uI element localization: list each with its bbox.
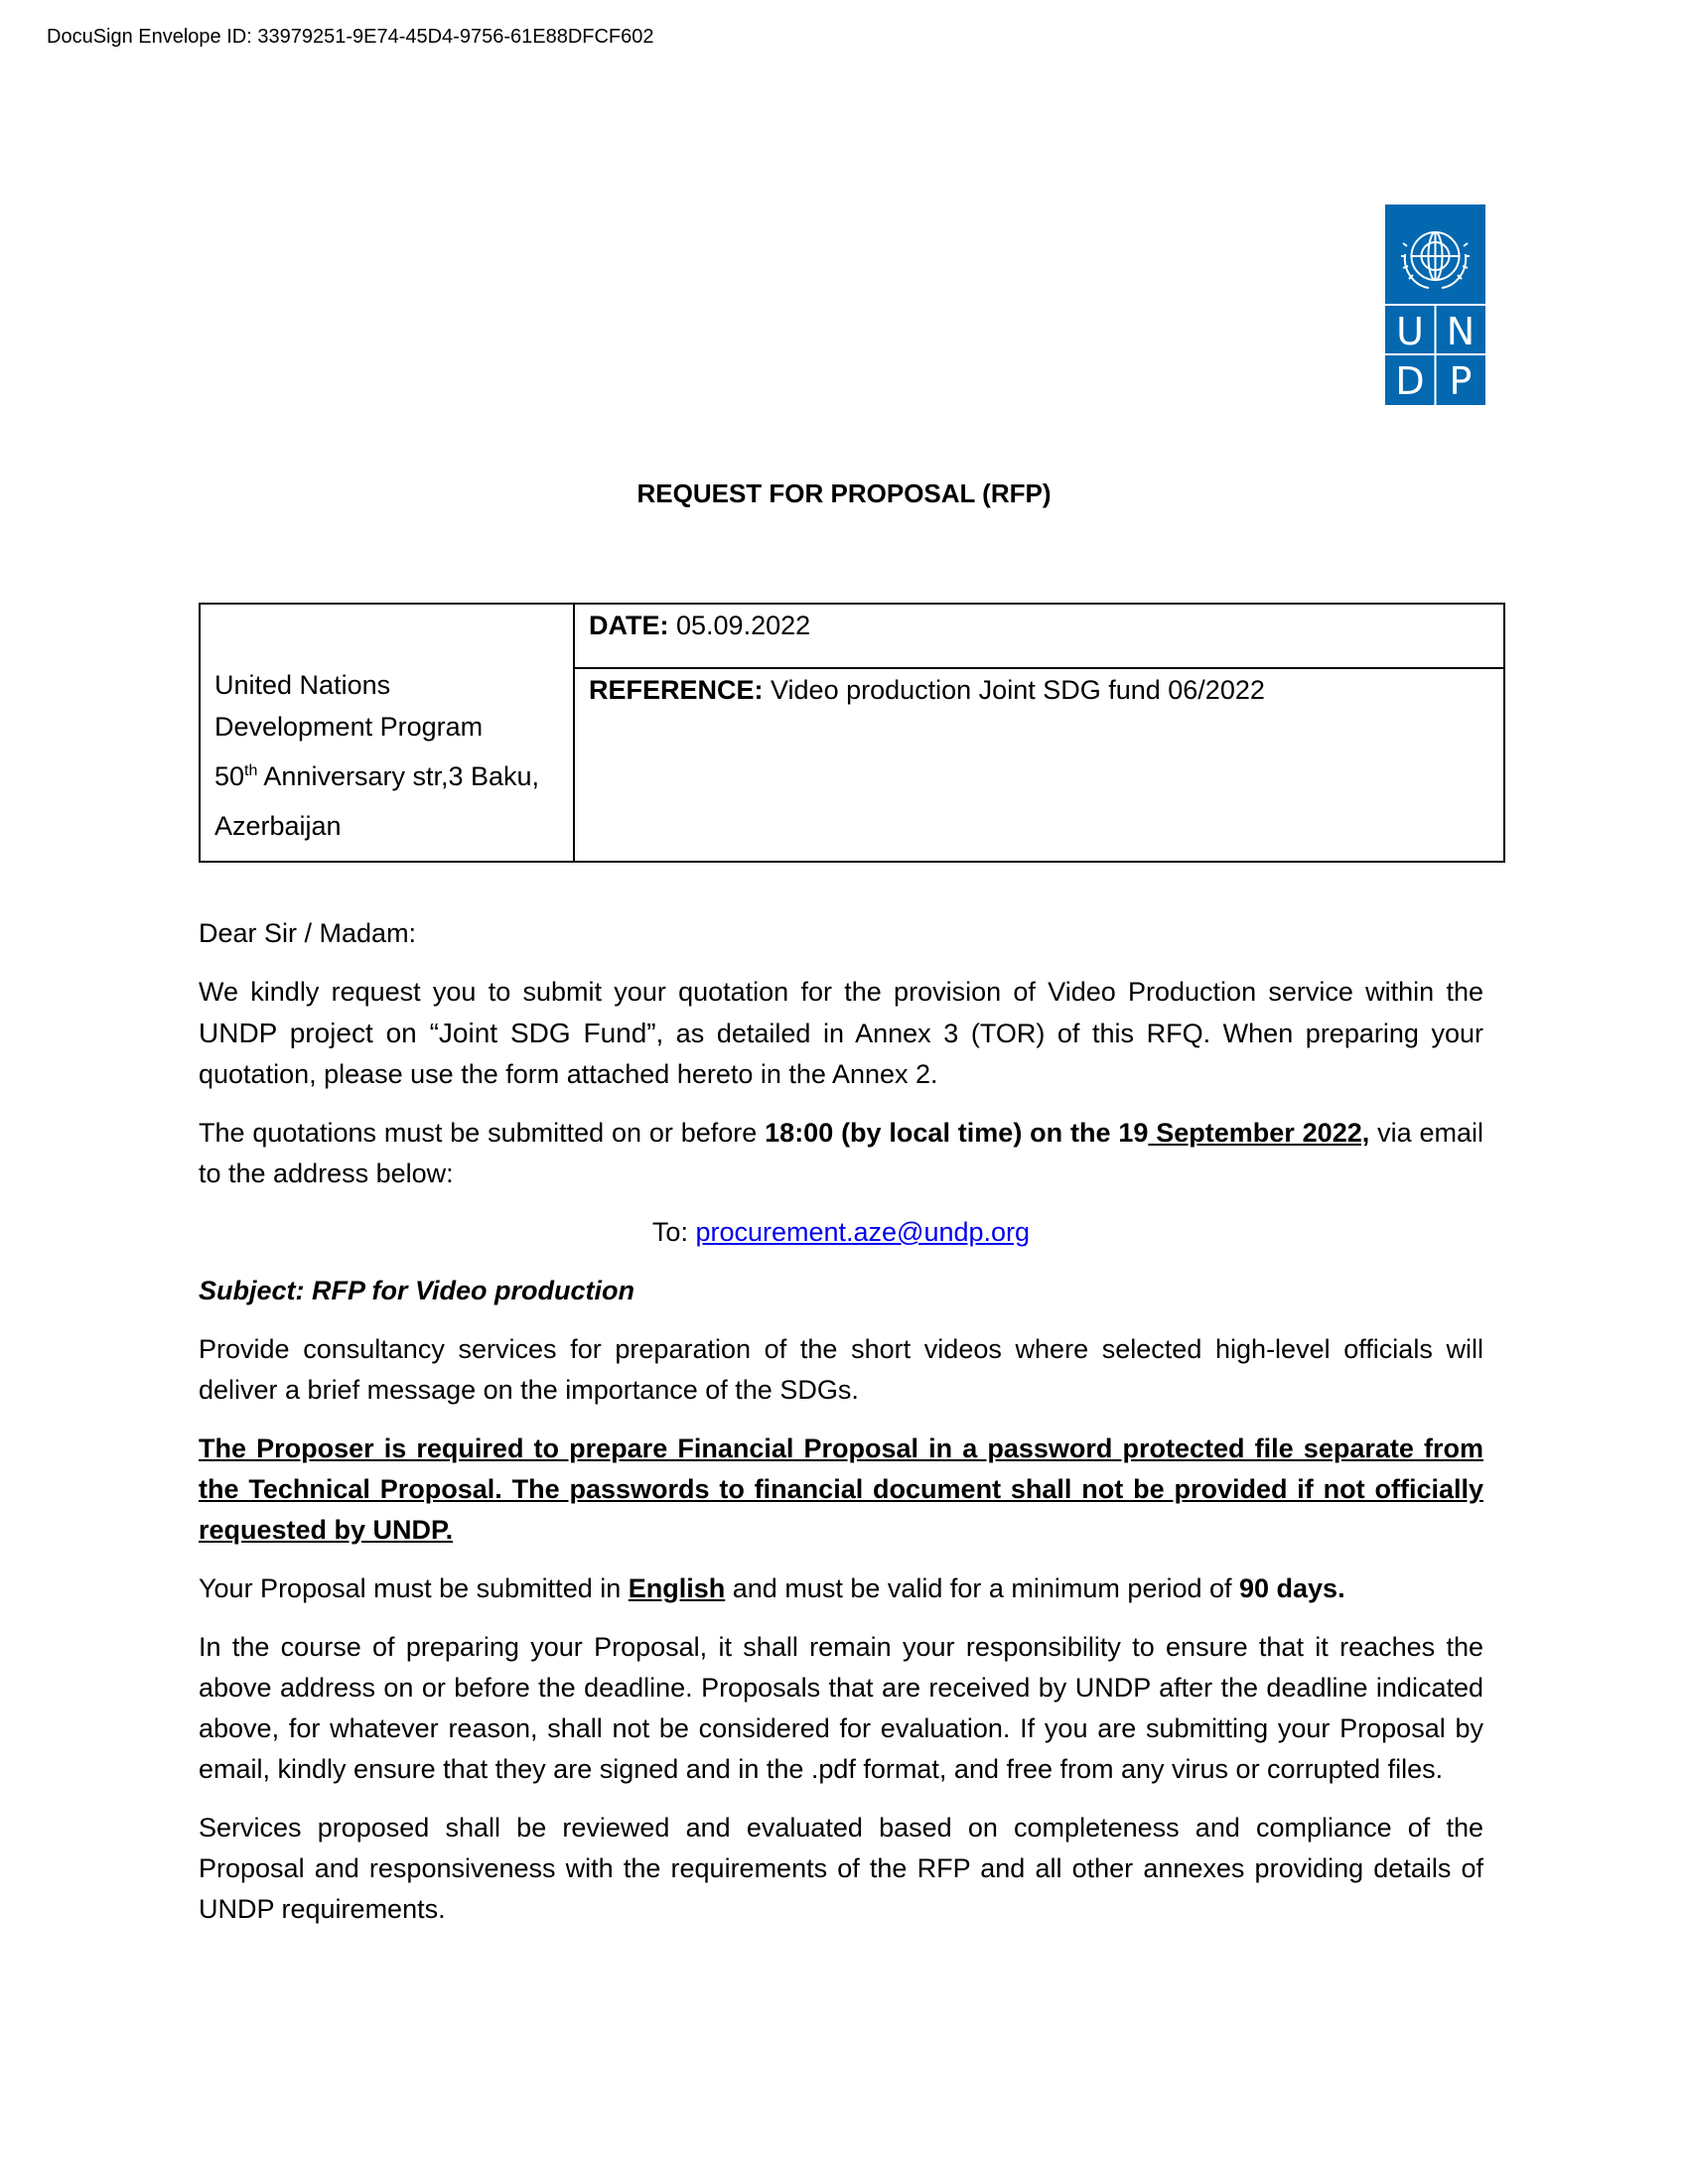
subject-line: Subject: RFP for Video production — [199, 1276, 634, 1305]
address-street: 50th Anniversary str,3 Baku, — [214, 761, 540, 791]
logo-letter-d: D — [1395, 359, 1425, 403]
reference-value: Video production Joint SDG fund 06/2022 — [763, 675, 1265, 705]
un-emblem-icon — [1385, 205, 1485, 405]
paragraph-responsibility: In the course of preparing your Proposal, it shall remain your responsibility to ensure that it reaches the above address on or before the deadline. Proposals that are received by UNDP after the deadline indicated above, for whatever reason, shall not be considered for evaluation. If you are submitting your Proposal by email, kindly ensure that they are signed and in the .pdf format, and free from any virus or corrupted files. — [199, 1632, 1483, 1784]
letter-body — [199, 913, 1483, 1948]
date-cell — [574, 604, 1504, 668]
salutation: Dear Sir / Madam: — [199, 918, 417, 948]
date-value: 05.09.2022 — [668, 611, 811, 640]
address-cell — [200, 604, 574, 862]
reference-cell — [574, 668, 1504, 862]
page-title: REQUEST FOR PROPOSAL (RFP) — [636, 478, 1052, 508]
paragraph-password-requirement: The Proposer is required to prepare Financial Proposal in a password protected file separate from the Technical Proposal. The passwords to financial document shall not be provided if not officially requested by UNDP. — [199, 1433, 1483, 1545]
org-line1: United Nations — [214, 670, 391, 700]
email-link[interactable]: procurement.aze@undp.org — [695, 1217, 1031, 1247]
paragraph-language: Your Proposal must be submitted in English and must be valid for a minimum period of 90 days. — [199, 1573, 1345, 1603]
undp-logo — [1385, 205, 1485, 405]
docusign-envelope-id: DocuSign Envelope ID: 33979251-9E74-45D4-9756-61E88DFCF602 — [47, 26, 654, 48]
date-label: DATE: — [589, 611, 669, 640]
to-line: To: procurement.aze@undp.org — [651, 1217, 1031, 1247]
paragraph-services: Provide consultancy services for preparation of the short videos where selected high-level officials will deliver a brief message on the importance of the SDGs. — [199, 1334, 1483, 1405]
reference-label: REFERENCE: — [589, 675, 764, 705]
paragraph-deadline: The quotations must be submitted on or before 18:00 (by local time) on the 19 September 2022, via email to the address below: — [199, 1118, 1483, 1188]
header-table — [199, 603, 1505, 863]
paragraph-evaluation: Services proposed shall be reviewed and evaluated based on completeness and compliance of the Proposal and responsiveness with the requirements of the RFP and all other annexes providing details of UNDP requirements. — [199, 1813, 1483, 1924]
org-line2: Development Program — [214, 712, 484, 742]
paragraph-request: We kindly request you to submit your quotation for the provision of Video Production service within the UNDP project on “Joint SDG Fund”, as detailed in Annex 3 (TOR) of this RFQ. When preparing your quotation, please use the form attached hereto in the Annex 2. — [199, 977, 1483, 1089]
logo-letter-p: P — [1449, 359, 1473, 403]
logo-letter-u: U — [1396, 310, 1424, 353]
logo-letter-n: N — [1446, 310, 1476, 353]
address-city: Azerbaijan — [214, 811, 342, 841]
